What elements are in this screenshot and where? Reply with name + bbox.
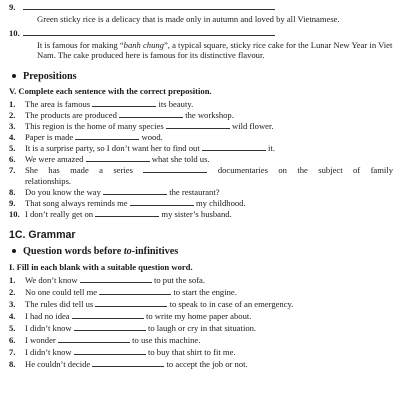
section-title: 1C. Grammar — [9, 229, 76, 241]
grammar-item-1 — [9, 275, 393, 286]
preposition-item-2 — [9, 110, 393, 121]
answer-blank[interactable] — [72, 311, 144, 319]
preposition-item-7 — [9, 165, 393, 186]
preposition-item-4 — [9, 132, 393, 143]
grammar-item-8 — [9, 359, 393, 370]
answer-blank[interactable] — [58, 335, 130, 343]
item-number: 4. — [9, 311, 16, 321]
prepositions-instruction: V. Complete each sentence with the correct preposition. — [9, 86, 212, 96]
item-text: We were amazed — [25, 154, 84, 164]
bullet-icon — [12, 249, 16, 253]
heading-text: -infinitives — [131, 246, 179, 257]
item-text: I had no idea — [25, 311, 70, 321]
prepositions-heading — [12, 71, 77, 82]
item-text: He couldn’t decide — [25, 359, 91, 369]
grammar-item-4 — [9, 311, 393, 322]
item-text: what she told us. — [151, 154, 210, 164]
item-number: 2. — [9, 110, 16, 120]
item-text: to write my home paper about. — [145, 311, 252, 321]
item-text: to buy that shirt to fit me. — [147, 347, 236, 357]
item-text: to start the engine. — [173, 287, 237, 297]
item-text: I didn’t know — [25, 323, 72, 333]
answer-blank[interactable] — [166, 121, 230, 129]
answer-blank[interactable] — [23, 28, 275, 36]
answer-blank[interactable] — [95, 299, 167, 307]
heading-text: Prepositions — [23, 71, 77, 82]
item-number: 2. — [9, 287, 16, 297]
answer-text: It is famous for making “ — [37, 40, 124, 50]
preposition-item-3 — [9, 121, 393, 132]
item-text: wood. — [141, 132, 163, 142]
item-text: It is a surprise party, so I don’t want her to find out — [25, 143, 200, 153]
item-text: I wonder — [25, 335, 56, 345]
grammar-item-5 — [9, 323, 393, 334]
item-number: 5. — [9, 143, 16, 153]
exercise-item-9 — [9, 2, 275, 12]
preposition-item-6 — [9, 154, 393, 165]
item-text: Paper is made — [25, 132, 74, 142]
item-number: 8. — [9, 359, 16, 369]
item-text: No one could tell me — [25, 287, 98, 297]
grammar-item-6 — [9, 335, 393, 346]
answer-text: ”, a typical square, sticky rice cake for the Lunar New Year in Viet Nam. The cake produced here is famous for its distinctive flavour. — [37, 40, 393, 61]
item-9-answer: Green sticky rice is a delicacy that is made only in autumn and loved by all Vietnamese. — [37, 14, 340, 24]
answer-blank[interactable] — [95, 209, 159, 217]
item-text-continued: relationships. — [25, 175, 72, 186]
item-text: my childhood. — [195, 198, 246, 208]
item-text: That song always reminds me — [25, 198, 128, 208]
answer-blank[interactable] — [130, 198, 194, 206]
item-text: to put the sofa. — [153, 275, 206, 285]
answer-italic-term: banh chung — [123, 40, 164, 50]
item-text: documentaries on the subject of family — [217, 165, 394, 175]
item-text: my sister’s husband. — [161, 209, 232, 219]
item-text: wild flower. — [231, 121, 274, 131]
heading-text: Question words before — [23, 246, 124, 257]
answer-blank[interactable] — [143, 165, 207, 173]
item-text: to laugh or cry in that situation. — [147, 323, 257, 333]
answer-blank[interactable] — [119, 110, 183, 118]
item-number: 7. — [9, 347, 16, 357]
item-text: it. — [268, 143, 275, 153]
preposition-item-8 — [9, 187, 393, 198]
answer-blank[interactable] — [74, 347, 146, 355]
grammar-item-3 — [9, 299, 393, 310]
item-text: to use this machine. — [132, 335, 201, 345]
item-text: This region is the home of many species — [25, 121, 164, 131]
item-text: Do you know the way — [25, 187, 101, 197]
item-number: 9. — [9, 198, 16, 208]
grammar-item-7 — [9, 347, 393, 358]
item-text: We don’t know — [25, 275, 78, 285]
item-text: The rules did tell us — [25, 299, 94, 309]
item-10-answer — [37, 40, 395, 61]
item-text: its beauty. — [158, 99, 194, 109]
item-text: the restaurant? — [169, 187, 220, 197]
preposition-item-1 — [9, 99, 393, 110]
item-number: 10. — [9, 28, 20, 38]
item-text: I don’t really get on — [25, 209, 94, 219]
answer-blank[interactable] — [92, 99, 156, 107]
preposition-item-5 — [9, 143, 393, 154]
answer-blank[interactable] — [92, 359, 164, 367]
answer-blank[interactable] — [74, 323, 146, 331]
item-number: 10. — [9, 209, 20, 219]
item-text: to speak to in case of an emergency. — [169, 299, 294, 309]
item-number: 5. — [9, 323, 16, 333]
answer-blank[interactable] — [75, 132, 139, 140]
answer-blank[interactable] — [202, 143, 266, 151]
item-text: to accept the job or not. — [166, 359, 248, 369]
answer-blank[interactable] — [23, 2, 275, 10]
item-text: the workshop. — [185, 110, 234, 120]
item-number: 9. — [9, 2, 16, 12]
answer-blank[interactable] — [80, 275, 152, 283]
exercise-item-10 — [9, 28, 275, 38]
grammar-instruction: I. Fill in each blank with a suitable question word. — [9, 262, 193, 272]
item-text: The products are produced — [25, 110, 117, 120]
grammar-heading — [12, 246, 178, 257]
heading-italic-text: to — [123, 246, 132, 257]
answer-blank[interactable] — [86, 154, 150, 162]
item-number: 3. — [9, 299, 16, 309]
grammar-item-2 — [9, 287, 393, 298]
item-text: The area is famous — [25, 99, 91, 109]
answer-blank[interactable] — [103, 187, 167, 195]
item-number: 6. — [9, 335, 16, 345]
item-number: 7. — [9, 165, 16, 175]
item-number: 1. — [9, 99, 16, 109]
item-number: 8. — [9, 187, 16, 197]
preposition-item-9 — [9, 198, 393, 209]
item-text: I didn’t know — [25, 347, 72, 357]
preposition-item-10 — [9, 209, 393, 220]
bullet-icon — [12, 74, 16, 78]
item-text: She has made a series — [25, 165, 133, 175]
item-number: 3. — [9, 121, 16, 131]
answer-blank[interactable] — [99, 287, 171, 295]
item-number: 6. — [9, 154, 16, 164]
item-number: 4. — [9, 132, 16, 142]
item-number: 1. — [9, 275, 16, 285]
